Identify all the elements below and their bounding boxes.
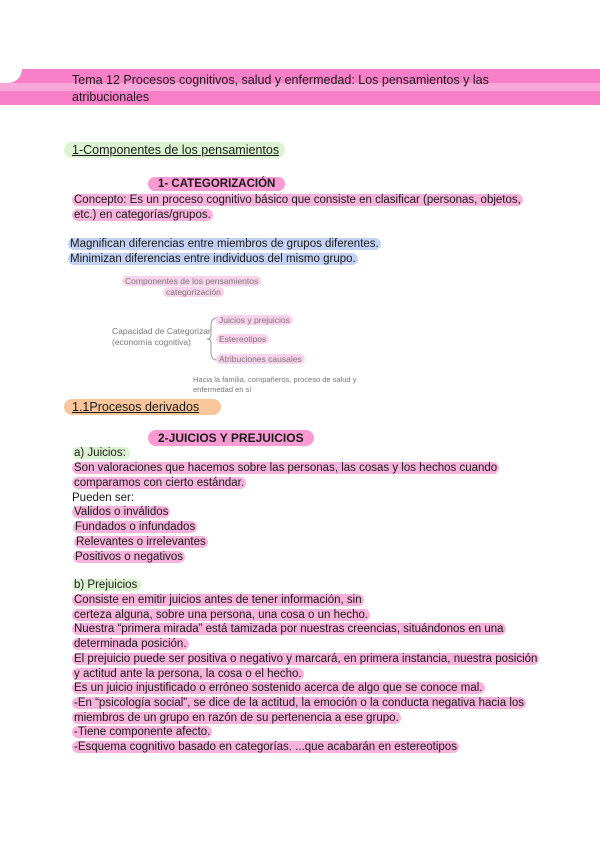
prejuicios-line: Nuestra “primera mirada” está tamizada por nuestras creencias, situándonos en una <box>74 623 504 635</box>
diagram-header-2: categorización <box>163 287 224 297</box>
list-item: Fundados o infundados <box>75 521 196 533</box>
diagram-branch-juicios: Juicios y prejuicios <box>216 315 293 325</box>
pueden-ser: Pueden ser: <box>72 492 135 504</box>
section-heading-procesos: 1.1Procesos derivados <box>64 399 221 415</box>
juicios-label: a) Juicios: <box>72 446 130 461</box>
prejuicios-line: determinada posición. <box>74 638 187 650</box>
diagram-left-2: (economía cognitiva) <box>112 337 191 347</box>
prejuicios-line: Consiste en emitir juicios antes de tener información, sin <box>74 594 362 606</box>
prejuicios-line: -Tiene componente afecto. <box>74 726 211 738</box>
categorizacion-heading: 1- CATEGORIZACIÓN <box>148 177 285 191</box>
prejuicios-line: Es un juicio injustificado o erróneo sostenido acerca de algo que se conoce mal. <box>74 682 483 694</box>
prejuicios-line: certeza alguna, sobre una persona, una cosa o un hecho. <box>74 609 369 621</box>
magnifican-line: Magnifican diferencias entre miembros de grupos diferentes. <box>70 238 379 250</box>
concepto-line-2: etc.) en categorías/grupos. <box>74 209 211 221</box>
page-title: Tema 12 Procesos cognitivos, salud y enfermedad: Los pensamientos y las atribucionales <box>72 73 489 104</box>
concepto-line-1: Concepto: Es un proceso cognitivo básico que consiste en clasificar (personas, objetos, <box>74 194 521 206</box>
list-item: Relevantes o irrelevantes <box>76 536 206 548</box>
prejuicios-line: -Esquema cognitivo basado en categorías. ...que acabarán en estereotipos <box>74 741 457 753</box>
prejuicios-line: y actitud ante la persona, la cosa o el hecho. <box>74 668 302 680</box>
prejuicios-line: El prejuicio puede ser positiva o negativo y marcará, en primera instancia, nuestra posición <box>74 653 538 665</box>
diagram-branch-atribuciones: Atribuciones causales <box>216 354 305 364</box>
diagram-branch-estereotipos: Estereotipos <box>216 334 269 344</box>
diagram-footer-2: enfermedad en sí <box>193 385 252 394</box>
prejuicios-label: b) Prejuicios <box>72 578 141 593</box>
diagram-left-1: Capacidad de Categorizar <box>112 326 211 336</box>
prejuicios-line: miembros de un grupo en razón de su pertenencia a ese grupo. <box>74 712 399 724</box>
juicios-prejuicios-heading: 2-JUICIOS Y PREJUICIOS <box>148 430 314 446</box>
prejuicios-line: -En “psicología social”, se dice de la actitud, la emoción o la conducta negativa hacia los <box>74 697 525 709</box>
list-item: Validos o inválidos <box>74 506 169 518</box>
juicios-line-2: comparamos con cierto estándar. <box>74 477 245 489</box>
minimizan-line: Minimizan diferencias entre individuos del mismo grupo. <box>70 253 356 265</box>
section-heading-componentes: 1-Componentes de los pensamientos <box>64 142 285 158</box>
diagram-footer-1: Hacia la familia, compañeros, proceso de salud y <box>193 375 357 384</box>
diagram-header-1: Componentes de los pensamientos <box>122 276 261 286</box>
list-item: Positivos o negativos <box>75 551 184 563</box>
juicios-line-1: Son valoraciones que hacemos sobre las personas, las cosas y los hechos cuando <box>74 462 498 474</box>
